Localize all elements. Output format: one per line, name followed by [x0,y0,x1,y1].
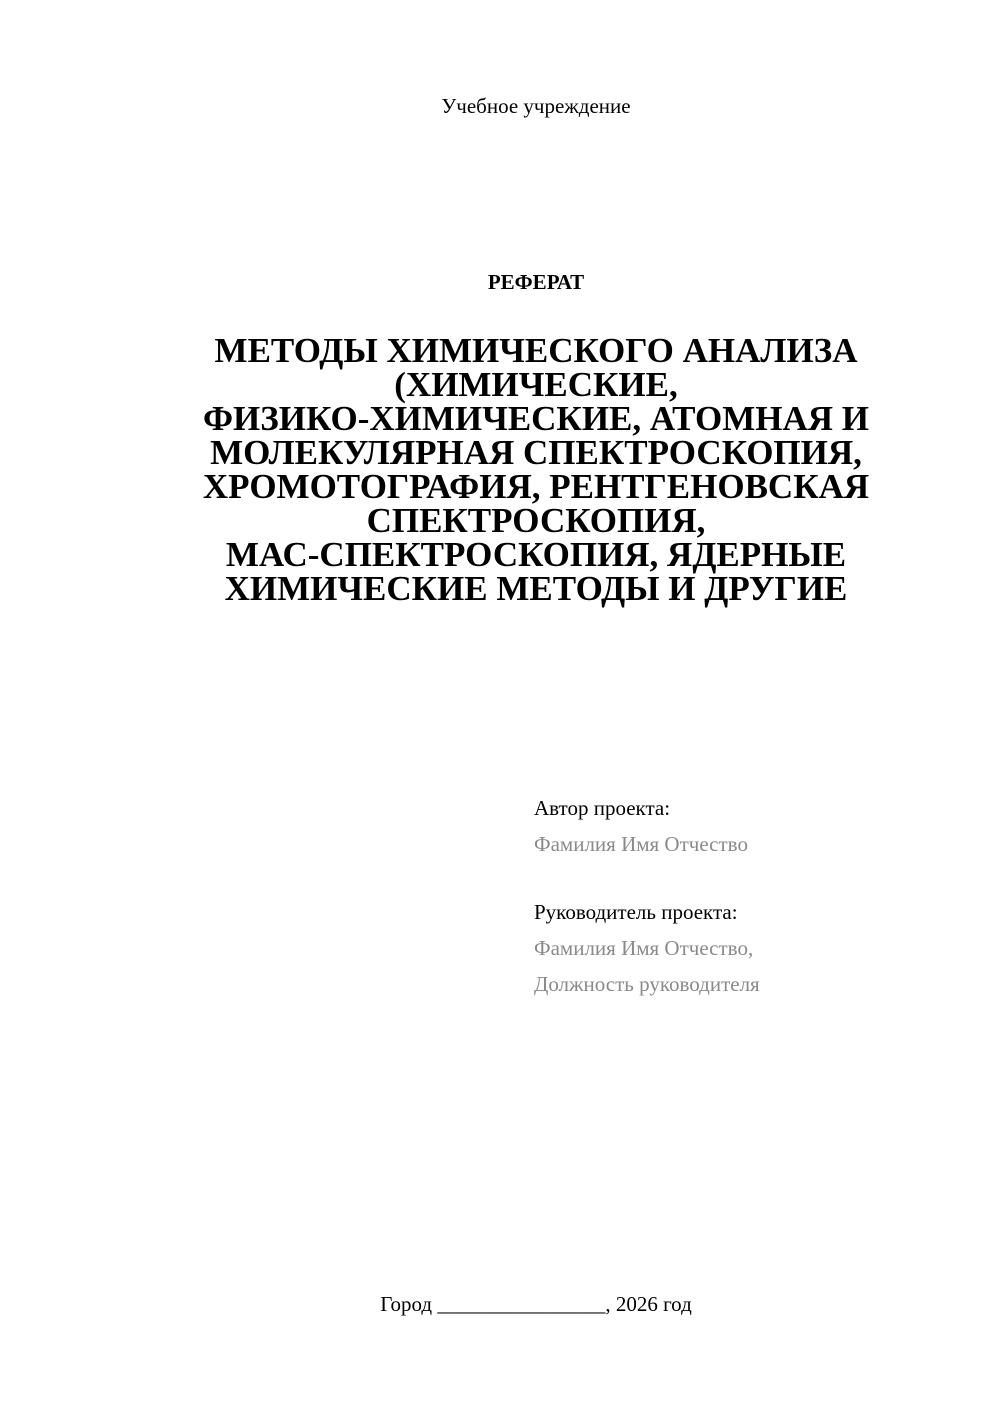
city-year-footer: Город ________________, 2026 год [380,1292,692,1316]
supervisor-name: Фамилия Имя Отчество, [534,936,754,960]
document-type: РЕФЕРАТ [487,270,585,294]
title-line: МАС-СПЕКТРОСКОПИЯ, ЯДЕРНЫЕ [225,535,847,574]
title-line: (ХИМИЧЕСКИЕ, [394,365,678,404]
title-line: МЕТОДЫ ХИМИЧЕСКОГО АНАЛИЗА [214,331,858,370]
title-line: ФИЗИКО-ХИМИЧЕСКИЕ, АТОМНАЯ И [203,399,869,438]
title-line: ХИМИЧЕСКИЕ МЕТОДЫ И ДРУГИЕ [224,569,848,608]
supervisor-label: Руководитель проекта: [534,900,738,924]
author-name: Фамилия Имя Отчество [534,832,748,856]
title-line: МОЛЕКУЛЯРНАЯ СПЕКТРОСКОПИЯ, [210,433,862,472]
credits-spacer [534,862,974,894]
title-line: ХРОМОТОГРАФИЯ, РЕНТГЕНОВСКАЯ [202,467,870,506]
title-line: СПЕКТРОСКОПИЯ, [366,501,706,540]
author-label: Автор проекта: [534,796,671,820]
supervisor-position: Должность руководителя [534,972,760,996]
institution-name: Учебное учреждение [441,94,631,118]
document-title [130,331,942,608]
credits-block [534,790,974,1002]
